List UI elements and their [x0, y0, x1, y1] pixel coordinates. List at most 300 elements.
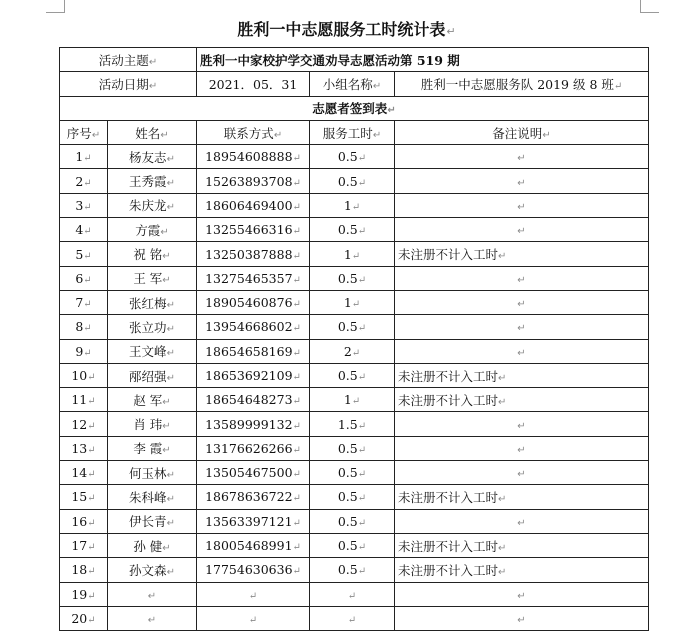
row-no-cell[interactable] — [60, 242, 108, 266]
paragraph-mark-icon: ↵ — [517, 177, 526, 189]
row-no: 18 — [71, 562, 88, 578]
paragraph-mark-icon: ↵ — [292, 226, 301, 238]
paragraph-mark-icon: ↵ — [87, 566, 96, 578]
row-hours-cell[interactable] — [310, 582, 395, 606]
paragraph-mark-icon: ↵ — [292, 469, 301, 481]
table-row — [60, 533, 649, 557]
paragraph-mark-icon: ↵ — [351, 250, 361, 262]
paragraph-mark-icon: ↵ — [147, 614, 157, 626]
row-no-cell[interactable] — [60, 145, 108, 169]
table-row — [60, 266, 649, 290]
row-name-cell[interactable] — [108, 218, 197, 242]
row-hours-cell[interactable] — [310, 242, 395, 266]
row-hours-cell[interactable] — [310, 193, 395, 217]
row-name-cell[interactable] — [108, 242, 197, 266]
row-name: 张红梅 — [129, 295, 167, 311]
row-phone-cell[interactable] — [197, 582, 310, 606]
row-no: 19 — [71, 586, 88, 602]
paragraph-mark-icon: ↵ — [517, 153, 526, 165]
row-hours: 0.5 — [337, 489, 358, 505]
date-label-cell[interactable] — [60, 72, 197, 96]
date-value-cell[interactable] — [197, 72, 310, 96]
paragraph-mark-icon: ↵ — [498, 251, 507, 263]
row-name: 肖 玮 — [133, 417, 163, 433]
row-note-cell[interactable] — [395, 315, 649, 339]
header-note-label: 备注说明 — [492, 125, 543, 141]
table-row — [60, 485, 649, 509]
paragraph-mark-icon: ↵ — [351, 396, 361, 408]
row-no-cell[interactable] — [60, 339, 108, 363]
row-name: 赵 军 — [133, 392, 163, 408]
paragraph-mark-icon: ↵ — [357, 226, 367, 238]
row-hours-cell[interactable] — [310, 145, 395, 169]
paragraph-mark-icon: ↵ — [387, 105, 396, 117]
paragraph-mark-icon: ↵ — [372, 129, 382, 141]
row-phone: 13250387888 — [205, 246, 293, 262]
table-row — [60, 461, 649, 485]
row-phone-cell[interactable] — [197, 558, 310, 582]
paragraph-mark-icon: ↵ — [357, 153, 367, 165]
table-row — [60, 606, 649, 630]
row-phone-cell[interactable] — [197, 485, 310, 509]
paragraph-mark-icon: ↵ — [351, 347, 361, 359]
row-no: 17 — [71, 538, 88, 554]
row-note: 未注册不计入工时 — [398, 392, 499, 408]
theme-label: 活动主题 — [98, 52, 149, 68]
row-no: 12 — [71, 416, 88, 432]
row-phone: 13255466316 — [205, 222, 293, 238]
row-no: 9 — [75, 343, 84, 359]
paragraph-mark-icon: ↵ — [292, 542, 301, 554]
paragraph-mark-icon: ↵ — [347, 614, 357, 626]
signin-heading: 志愿者签到表 — [312, 101, 388, 117]
row-name-cell[interactable] — [108, 558, 197, 582]
header-row — [60, 120, 649, 144]
paragraph-mark-icon: ↵ — [292, 299, 301, 311]
paragraph-mark-icon: ↵ — [83, 201, 92, 213]
row-note-cell[interactable] — [395, 558, 649, 582]
paragraph-mark-icon: ↵ — [292, 323, 301, 335]
table-row — [60, 436, 649, 460]
signin-heading-cell[interactable] — [60, 96, 649, 120]
row-note: 未注册不计入工时 — [398, 489, 499, 505]
paragraph-mark-icon: ↵ — [347, 590, 357, 602]
paragraph-mark-icon: ↵ — [248, 614, 258, 626]
row-note-cell[interactable] — [395, 169, 649, 193]
row-phone-cell[interactable] — [197, 242, 310, 266]
paragraph-mark-icon: ↵ — [292, 274, 301, 286]
table-body — [60, 48, 649, 631]
row-phone: 13275465357 — [205, 270, 293, 286]
paragraph-mark-icon: ↵ — [248, 590, 258, 602]
paragraph-mark-icon: ↵ — [83, 323, 92, 335]
table-row — [60, 169, 649, 193]
header-phone-label: 联系方式 — [223, 125, 274, 141]
row-name-cell[interactable] — [108, 290, 197, 314]
table-row — [60, 339, 649, 363]
row-note-cell[interactable] — [395, 363, 649, 387]
row-no-cell[interactable] — [60, 533, 108, 557]
paragraph-mark-icon: ↵ — [357, 420, 367, 432]
paragraph-mark-icon: ↵ — [292, 347, 301, 359]
row-no: 15 — [71, 489, 88, 505]
row-name: 朱庆龙 — [129, 198, 167, 214]
row-name-cell[interactable] — [108, 509, 197, 533]
crop-mark-top-right — [640, 0, 659, 13]
row-note-cell[interactable] — [395, 461, 649, 485]
row-no-cell[interactable] — [60, 558, 108, 582]
row-phone-cell[interactable] — [197, 461, 310, 485]
paragraph-mark-icon: ↵ — [87, 372, 96, 383]
row-no: 14 — [71, 465, 88, 481]
paragraph-mark-icon: ↵ — [357, 323, 367, 335]
row-note-cell[interactable] — [395, 218, 649, 242]
row-hours: 1 — [343, 295, 352, 311]
paragraph-mark-icon: ↵ — [517, 469, 526, 481]
paragraph-mark-icon: ↵ — [357, 566, 367, 578]
row-no-cell[interactable] — [60, 412, 108, 436]
paragraph-mark-icon: ↵ — [162, 445, 171, 457]
paragraph-mark-icon: ↵ — [166, 178, 175, 190]
row-name: 王 军 — [133, 271, 163, 287]
row-phone: 18654658169 — [205, 343, 293, 359]
paragraph-mark-icon: ↵ — [162, 251, 171, 263]
row-phone-cell[interactable] — [197, 436, 310, 460]
row-name: 孙文森 — [129, 562, 167, 578]
row-hours-cell[interactable] — [310, 412, 395, 436]
header-name[interactable] — [108, 120, 197, 144]
header-note[interactable] — [395, 120, 649, 144]
row-name-cell[interactable] — [108, 266, 197, 290]
row-no: 5 — [75, 246, 84, 262]
row-no: 13 — [71, 440, 88, 456]
date-value: 2021．05．31 — [208, 76, 298, 92]
row-hours: 1 — [343, 392, 352, 408]
row-name: 伊长青 — [129, 514, 167, 530]
row-hours: 2 — [343, 343, 352, 359]
paragraph-mark-icon: ↵ — [83, 274, 92, 286]
row-phone: 18954608888 — [205, 149, 293, 165]
header-no[interactable] — [60, 120, 108, 144]
row-no-cell[interactable] — [60, 266, 108, 290]
paragraph-mark-icon: ↵ — [87, 420, 96, 432]
paragraph-mark-icon: ↵ — [357, 517, 367, 529]
paragraph-mark-icon: ↵ — [517, 444, 526, 456]
header-hours[interactable] — [310, 120, 395, 144]
row-hours: 0.5 — [337, 173, 358, 189]
row-hours: 0.5 — [337, 270, 358, 286]
row-phone: 13589999132 — [205, 416, 293, 432]
row-no: 16 — [71, 513, 88, 529]
row-note-cell[interactable] — [395, 533, 649, 557]
row-no: 6 — [75, 270, 84, 286]
row-phone-cell[interactable] — [197, 388, 310, 412]
row-hours: 0.5 — [337, 440, 358, 456]
row-phone-cell[interactable] — [197, 169, 310, 193]
header-phone[interactable] — [197, 120, 310, 144]
row-no-cell[interactable] — [60, 436, 108, 460]
row-phone-cell[interactable] — [197, 315, 310, 339]
row-name-cell[interactable] — [108, 363, 197, 387]
paragraph-mark-icon: ↵ — [292, 444, 301, 456]
row-note: 未注册不计入工时 — [398, 368, 499, 384]
row-name: 方霞 — [135, 222, 161, 238]
row-note-cell[interactable] — [395, 606, 649, 630]
row-no-cell[interactable] — [60, 582, 108, 606]
paragraph-mark-icon: ↵ — [542, 129, 551, 141]
paragraph-mark-icon: ↵ — [613, 80, 623, 92]
row-hours-cell[interactable] — [310, 363, 395, 387]
paragraph-mark-icon: ↵ — [517, 590, 526, 602]
row-name: 朱科峰 — [129, 489, 167, 505]
paragraph-mark-icon: ↵ — [292, 396, 301, 408]
row-name-cell[interactable] — [108, 461, 197, 485]
row-phone: 13954668602 — [205, 319, 293, 335]
row-note-cell[interactable] — [395, 242, 649, 266]
row-hours: 1.5 — [337, 416, 358, 432]
row-note-cell[interactable] — [395, 436, 649, 460]
paragraph-mark-icon: ↵ — [162, 421, 171, 433]
table-row — [60, 315, 649, 339]
row-hours: 0.5 — [337, 465, 358, 481]
row-hours-cell[interactable] — [310, 558, 395, 582]
table-row — [60, 582, 649, 606]
paragraph-mark-icon: ↵ — [83, 226, 92, 238]
paragraph-mark-icon: ↵ — [166, 566, 175, 578]
paragraph-mark-icon: ↵ — [517, 299, 526, 311]
row-hours-cell[interactable] — [310, 218, 395, 242]
row-name-cell[interactable] — [108, 412, 197, 436]
paragraph-mark-icon: ↵ — [160, 129, 169, 141]
paragraph-mark-icon: ↵ — [498, 566, 507, 578]
paragraph-mark-icon: ↵ — [357, 493, 367, 505]
paragraph-mark-icon: ↵ — [446, 25, 456, 38]
table-row — [60, 509, 649, 533]
paragraph-mark-icon: ↵ — [87, 614, 96, 626]
table-row — [60, 388, 649, 412]
row-note-cell[interactable] — [395, 290, 649, 314]
row-phone: 17754630636 — [205, 562, 293, 578]
row-hours: 0.5 — [337, 368, 358, 383]
row-no-cell[interactable] — [60, 315, 108, 339]
document-title[interactable] — [0, 17, 693, 40]
paragraph-mark-icon: ↵ — [292, 420, 301, 432]
row-phone-cell[interactable] — [197, 509, 310, 533]
paragraph-mark-icon: ↵ — [273, 129, 283, 141]
row-note-cell[interactable] — [395, 339, 649, 363]
row-name: 李 霞 — [133, 441, 163, 457]
paragraph-mark-icon: ↵ — [87, 493, 96, 505]
row-hours-cell[interactable] — [310, 290, 395, 314]
row-no-cell[interactable] — [60, 509, 108, 533]
row-note: 未注册不计入工时 — [398, 247, 499, 263]
paragraph-mark-icon: ↵ — [166, 299, 175, 311]
row-hours-cell[interactable] — [310, 436, 395, 460]
table-row — [60, 290, 649, 314]
signin-heading-row — [60, 96, 649, 120]
row-hours-cell[interactable] — [310, 169, 395, 193]
paragraph-mark-icon: ↵ — [83, 347, 92, 359]
row-name-cell[interactable] — [108, 582, 197, 606]
row-hours: 0.5 — [337, 538, 358, 554]
row-hours: 0.5 — [337, 562, 358, 578]
row-name: 祝 铭 — [133, 247, 163, 263]
paragraph-mark-icon: ↵ — [517, 201, 526, 213]
row-hours: 0.5 — [337, 222, 358, 238]
theme-value: 胜利一中家校护学交通劝导志愿活动第 519 期 — [200, 52, 460, 68]
row-phone-cell[interactable] — [197, 339, 310, 363]
row-no: 2 — [75, 173, 84, 189]
row-phone-cell[interactable] — [197, 412, 310, 436]
row-phone-cell[interactable] — [197, 218, 310, 242]
row-phone-cell[interactable] — [197, 363, 310, 387]
group-value: 胜利一中志愿服务队 2019 级 8 班 — [420, 76, 614, 92]
row-name-cell[interactable] — [108, 339, 197, 363]
theme-label-cell[interactable] — [60, 48, 197, 72]
row-phone-cell[interactable] — [197, 266, 310, 290]
paragraph-mark-icon: ↵ — [357, 469, 367, 481]
row-note: 未注册不计入工时 — [398, 538, 499, 554]
table-row — [60, 242, 649, 266]
paragraph-mark-icon: ↵ — [498, 372, 507, 384]
paragraph-mark-icon: ↵ — [357, 274, 367, 286]
date-row — [60, 72, 649, 96]
row-phone-cell[interactable] — [197, 533, 310, 557]
row-no-cell[interactable] — [60, 290, 108, 314]
row-no: 1 — [75, 149, 84, 165]
paragraph-mark-icon: ↵ — [83, 177, 92, 189]
row-name-cell[interactable] — [108, 169, 197, 193]
row-phone-cell[interactable] — [197, 145, 310, 169]
paragraph-mark-icon: ↵ — [83, 299, 92, 311]
row-note-cell[interactable] — [395, 145, 649, 169]
paragraph-mark-icon: ↵ — [357, 177, 367, 189]
table-row — [60, 145, 649, 169]
row-no: 4 — [75, 222, 84, 238]
row-name-cell[interactable] — [108, 485, 197, 509]
paragraph-mark-icon: ↵ — [517, 517, 526, 529]
paragraph-mark-icon: ↵ — [498, 396, 507, 408]
paragraph-mark-icon: ↵ — [166, 202, 175, 214]
paragraph-mark-icon: ↵ — [498, 493, 507, 505]
row-name-cell[interactable] — [108, 388, 197, 412]
paragraph-mark-icon: ↵ — [166, 372, 175, 384]
row-name-cell[interactable] — [108, 315, 197, 339]
paragraph-mark-icon: ↵ — [148, 80, 158, 92]
paragraph-mark-icon: ↵ — [166, 323, 175, 335]
paragraph-mark-icon: ↵ — [517, 420, 526, 432]
row-phone: 18005468991 — [205, 538, 293, 554]
paragraph-mark-icon: ↵ — [160, 226, 169, 238]
row-no-cell[interactable] — [60, 169, 108, 193]
row-name-cell[interactable] — [108, 193, 197, 217]
row-name-cell[interactable] — [108, 606, 197, 630]
paragraph-mark-icon: ↵ — [372, 80, 382, 92]
row-no-cell[interactable] — [60, 363, 108, 387]
table-row — [60, 412, 649, 436]
paragraph-mark-icon: ↵ — [87, 542, 96, 554]
row-hours: 0.5 — [337, 149, 358, 165]
row-hours-cell[interactable] — [310, 509, 395, 533]
paragraph-mark-icon: ↵ — [166, 518, 175, 530]
row-phone-cell[interactable] — [197, 606, 310, 630]
paragraph-mark-icon: ↵ — [351, 201, 361, 213]
row-note-cell[interactable] — [395, 266, 649, 290]
row-hours-cell[interactable] — [310, 388, 395, 412]
row-phone-cell[interactable] — [197, 290, 310, 314]
row-no-cell[interactable] — [60, 193, 108, 217]
paragraph-mark-icon: ↵ — [87, 396, 96, 408]
paragraph-mark-icon: ↵ — [292, 201, 301, 213]
row-no-cell[interactable] — [60, 606, 108, 630]
row-no-cell[interactable] — [60, 485, 108, 509]
paragraph-mark-icon: ↵ — [162, 542, 171, 554]
row-name: 张立功 — [129, 319, 167, 335]
row-name-cell[interactable] — [108, 533, 197, 557]
row-hours-cell[interactable] — [310, 606, 395, 630]
service-hours-table[interactable] — [59, 47, 649, 631]
row-no-cell[interactable] — [60, 218, 108, 242]
row-hours-cell[interactable] — [310, 533, 395, 557]
paragraph-mark-icon: ↵ — [166, 469, 175, 481]
group-value-cell[interactable] — [395, 72, 649, 96]
row-phone: 15263893708 — [205, 173, 293, 189]
theme-value-cell[interactable] — [197, 48, 649, 72]
row-note-cell[interactable] — [395, 412, 649, 436]
table-row — [60, 218, 649, 242]
paragraph-mark-icon: ↵ — [292, 153, 301, 165]
row-phone: 18654648273 — [205, 392, 293, 408]
row-note-cell[interactable] — [395, 193, 649, 217]
paragraph-mark-icon: ↵ — [292, 177, 301, 189]
table-row — [60, 363, 649, 387]
row-phone: 13505467500 — [205, 465, 293, 481]
row-note-cell[interactable] — [395, 582, 649, 606]
row-note-cell[interactable] — [395, 485, 649, 509]
row-no: 10 — [71, 368, 88, 383]
header-no-label: 序号 — [66, 125, 92, 141]
row-hours-cell[interactable] — [310, 339, 395, 363]
row-no-cell[interactable] — [60, 388, 108, 412]
row-hours: 1 — [343, 246, 352, 262]
group-label-cell[interactable] — [310, 72, 395, 96]
row-name-cell[interactable] — [108, 436, 197, 460]
paragraph-mark-icon: ↵ — [87, 469, 96, 481]
row-phone-cell[interactable] — [197, 193, 310, 217]
row-hours-cell[interactable] — [310, 266, 395, 290]
row-name: 邴绍强 — [129, 368, 167, 384]
row-hours-cell[interactable] — [310, 485, 395, 509]
row-no-cell[interactable] — [60, 461, 108, 485]
row-hours: 1 — [343, 197, 352, 213]
header-hours-label: 服务工时 — [322, 125, 373, 141]
row-phone: 13176626266 — [205, 440, 293, 456]
crop-mark-top-left — [46, 0, 65, 13]
table-row — [60, 558, 649, 582]
row-note-cell[interactable] — [395, 509, 649, 533]
row-hours-cell[interactable] — [310, 461, 395, 485]
row-name-cell[interactable] — [108, 145, 197, 169]
row-hours: 0.5 — [337, 513, 358, 529]
row-phone: 18678636722 — [205, 489, 293, 505]
row-no: 7 — [75, 295, 84, 311]
paragraph-mark-icon: ↵ — [87, 590, 96, 602]
paragraph-mark-icon: ↵ — [292, 517, 301, 529]
row-note-cell[interactable] — [395, 388, 649, 412]
paragraph-mark-icon: ↵ — [87, 444, 96, 456]
row-hours-cell[interactable] — [310, 315, 395, 339]
date-label: 活动日期 — [98, 76, 149, 92]
